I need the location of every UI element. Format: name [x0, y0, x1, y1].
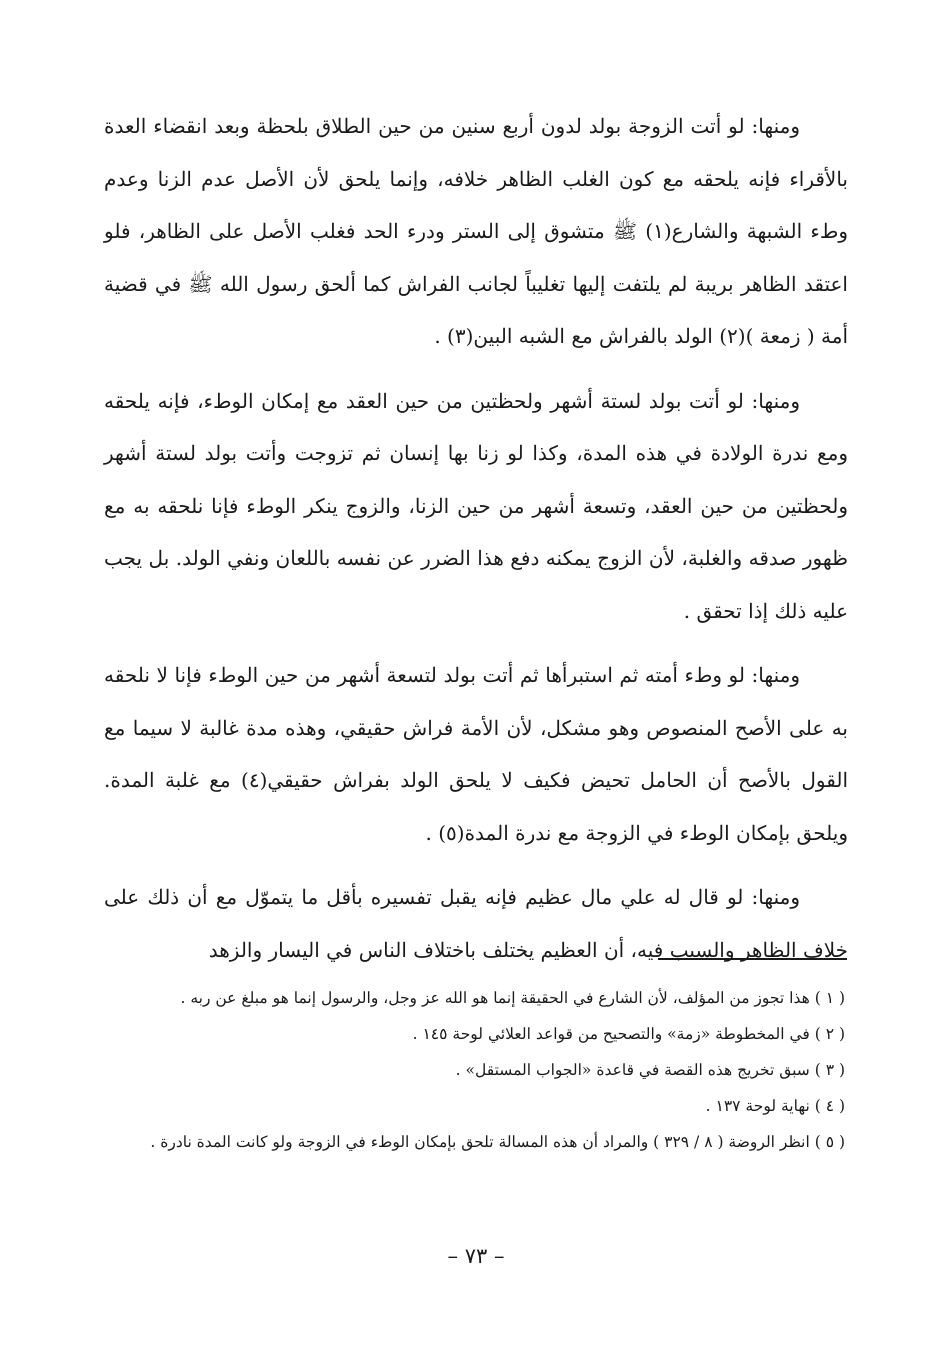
paragraph-1: ومنها: لو أتت الزوجة بولد لدون أربع سنين من حين الطلاق بلحظة وبعد انقضاء العدة بالأقراء فإنه يلحقه مع كون الغلب الظاهر خلافه، وإنما يلحق لأن الأصل عدم الزنا وعدم وطء الشبهة والشارع(١) ﷺ متشوق إلى الستر ودرء الحد فغلب الأصل على الظاهر، فلو اعتقد الظاهر بريبة لم يلتفت إليها تغليباً لجانب الفراش كما ألحق رسول الله ﷺ في قضية أمة ( زمعة )(٢) الولد بالفراش مع الشبه البين(٣) . [104, 114, 848, 348]
page-number: – ٧٣ – [447, 1244, 505, 1268]
footnote-1: ( ١ ) هذا تجوز من المؤلف، لأن الشارع في الحقيقة إنما هو الله عز وجل، والرسول إنما هو مبلغ عن ربه . [180, 989, 845, 1007]
footnotes [100, 980, 845, 1160]
main-text [104, 100, 848, 988]
paragraph-3: ومنها: لو وطء أمته ثم استبرأها ثم أتت بولد لتسعة أشهر من حين الوطء فإنا لا نلحقه به على الأصح المنصوص وهو مشكل، لأن الأمة فراش حقيقي، وهذه مدة غالبة لا سيما مع القول بالأصح أن الحامل تحيض فكيف لا يلحق الولد بفراش حقيقي(٤) مع غلبة المدة. ويلحق بإمكان الوطء في الزوجة مع ندرة المدة(٥) . [104, 663, 848, 845]
footnote-5: ( ٥ ) انظر الروضة ( ٨ / ٣٢٩ ) والمراد أن هذه المسالة تلحق بإمكان الوطء في الزوجة ولو كانت المدة نادرة . [150, 1133, 845, 1151]
footnote-4: ( ٤ ) نهاية لوحة ١٣٧ . [705, 1097, 845, 1115]
footnote-2: ( ٢ ) في المخطوطة «زمة» والتصحيح من قواعد العلائي لوحة ١٤٥ . [412, 1025, 845, 1043]
paragraph-2: ومنها: لو أتت بولد لستة أشهر ولحظتين من حين العقد مع إمكان الوطء، فإنه يلحقه ومع ندرة الولادة في هذه المدة، وكذا لو زنا بها إنسان ثم تزوجت وأتت بولد لستة أشهر ولحظتين من حين العقد، وتسعة أشهر من حين الزنا، والزوج ينكر الوطء فإنا نلحقه به مع ظهور صدقه والغلبة، لأن الزوج يمكنه دفع هذا الضرر عن نفسه باللعان ونفي الولد. بل يجب عليه ذلك إذا تحقق . [104, 388, 848, 623]
footnote-divider [658, 958, 847, 960]
footnote-3: ( ٣ ) سبق تخريج هذه القصة في قاعدة «الجواب المستقل» . [455, 1061, 845, 1079]
paragraph-4: ومنها: لو قال له علي مال عظيم فإنه يقبل تفسيره بأقل ما يتموّل مع أن ذلك على خلاف الظاهر والسبب فيه، أن العظيم يختلف باختلاف الناس في اليسار والزهد [104, 885, 848, 962]
